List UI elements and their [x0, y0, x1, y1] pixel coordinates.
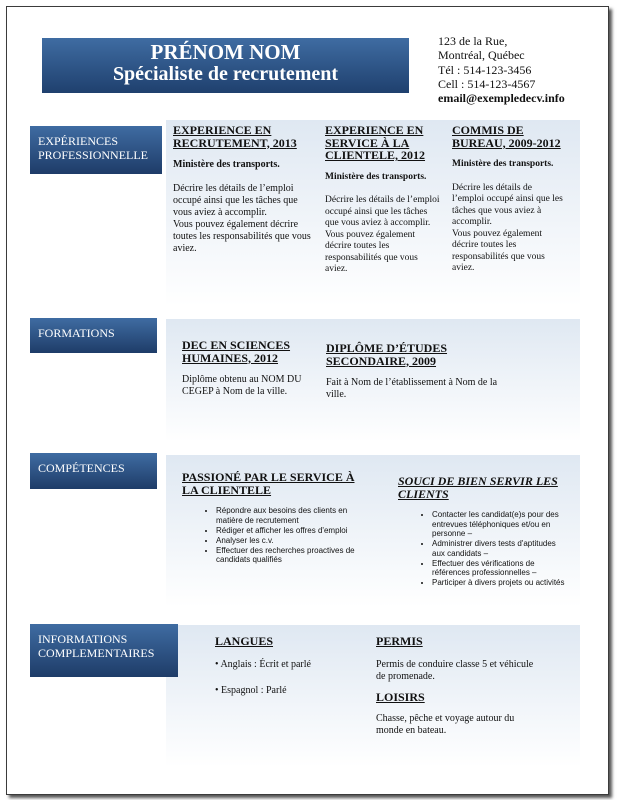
- langues-block: [215, 635, 365, 697]
- job-title: EXPERIENCE EN SERVICE À LA CLIENTELE, 2012: [325, 123, 426, 162]
- name-title-banner: [42, 38, 409, 93]
- formation-title: DEC EN SCIENCES HUMAINES, 2012: [182, 338, 291, 365]
- job-responsibilities: Vous pouvez également décrire toutes les responsabilités que vous aviez.: [452, 228, 545, 273]
- formations-label: FORMATIONS: [30, 318, 157, 353]
- competence-group-1: [182, 471, 368, 565]
- job-responsibilities: Vous pouvez également décrire toutes les responsabilités que vous aviez.: [173, 219, 311, 254]
- formation-item-1: [182, 339, 312, 398]
- job-description: Décrire les détails de l’emploi occupé ainsi que les tâches que vous aviez à accomplir.: [452, 182, 563, 227]
- job-description: Décrire les détails de l’emploi occupé ainsi que les tâches que vous aviez à accomplir.: [173, 183, 298, 218]
- permis-text: Permis de conduire classe 5 et véhicule de promenade.: [376, 659, 534, 682]
- list-item: • Effectuer des vérifications de références professionnelles –: [432, 559, 568, 578]
- competence-title: SOUCI DE BIEN SERVIR LES CLIENTS: [398, 474, 558, 501]
- list-item: • Répondre aux besoins des clients en matière de recrutement: [216, 506, 368, 525]
- address-line-2: Montréal, Québec: [438, 48, 525, 63]
- contact-block: [438, 34, 565, 105]
- experience-job-2: [325, 124, 441, 276]
- list-item: • Participer à divers projets ou activités: [432, 578, 568, 588]
- job-title: Spécialiste de recrutement: [112, 63, 339, 85]
- langues-title: LANGUES: [215, 634, 274, 648]
- competences-label: COMPÉTENCES: [30, 453, 157, 489]
- competence-list: [182, 506, 368, 565]
- list-item: • Analyser les c.v.: [216, 536, 368, 546]
- informations-label: INFORMATIONS COMPLEMENTAIRES: [30, 624, 178, 677]
- competence-list: [398, 510, 568, 588]
- job-responsibilities: Vous pouvez également décrire toutes les responsabilités que vous aviez.: [325, 229, 418, 274]
- loisirs-text: Chasse, pêche et voyage autour du monde en bateau.: [376, 713, 515, 736]
- formation-description: Diplôme obtenu au NOM DU CEGEP à Nom de la ville.: [182, 374, 302, 397]
- experience-job-3: [452, 124, 566, 275]
- langue-item: • Espagnol : Parlé: [215, 685, 287, 696]
- experiences-label: EXPÉRIENCES PROFESSIONNELLE: [30, 126, 162, 174]
- job-employer: Ministère des transports.: [173, 159, 280, 170]
- job-description: Décrire les détails de l’emploi occupé ainsi que les tâches que vous aviez à accomplir.: [325, 195, 440, 228]
- job-title: EXPERIENCE EN RECRUTEMENT, 2013: [173, 123, 297, 150]
- experience-job-1: [173, 124, 313, 255]
- list-item: • Contacter les candidat(e)s pour des entrevues téléphoniques et/ou en personne –: [432, 510, 568, 539]
- job-title: COMMIS DE BUREAU, 2009-2012: [452, 123, 561, 150]
- email: email@exempledecv.info: [438, 91, 565, 106]
- phone: Tél : 514-123-3456: [438, 62, 532, 77]
- list-item: • Effectuer des recherches proactives de candidats qualifiés: [216, 546, 368, 565]
- person-name: PRÉNOM NOM: [150, 40, 301, 64]
- permis-title: PERMIS: [376, 634, 423, 648]
- job-employer: Ministère des transports.: [452, 159, 554, 169]
- permis-loisirs-block: [376, 635, 536, 737]
- list-item: • Administrer divers tests d'aptitudes aux candidats –: [432, 539, 568, 558]
- list-item: • Rédiger et afficher les offres d'emploi: [216, 526, 368, 536]
- competence-group-2: [398, 475, 568, 588]
- competence-title: PASSIONÉ PAR LE SERVICE À LA CLIENTELE: [182, 470, 355, 497]
- formation-title: DIPLÔME D’ÉTUDES SECONDAIRE, 2009: [326, 341, 448, 368]
- langue-item: • Anglais : Écrit et parlé: [215, 659, 311, 670]
- formation-item-2: [326, 342, 516, 401]
- loisirs-title: LOISIRS: [376, 690, 425, 704]
- job-employer: Ministère des transports.: [325, 171, 427, 182]
- cell-phone: Cell : 514-123-4567: [438, 76, 536, 91]
- address-line-1: 123 de la Rue,: [438, 34, 508, 48]
- formation-description: Fait à Nom de l’établissement à Nom de la ville.: [326, 377, 498, 400]
